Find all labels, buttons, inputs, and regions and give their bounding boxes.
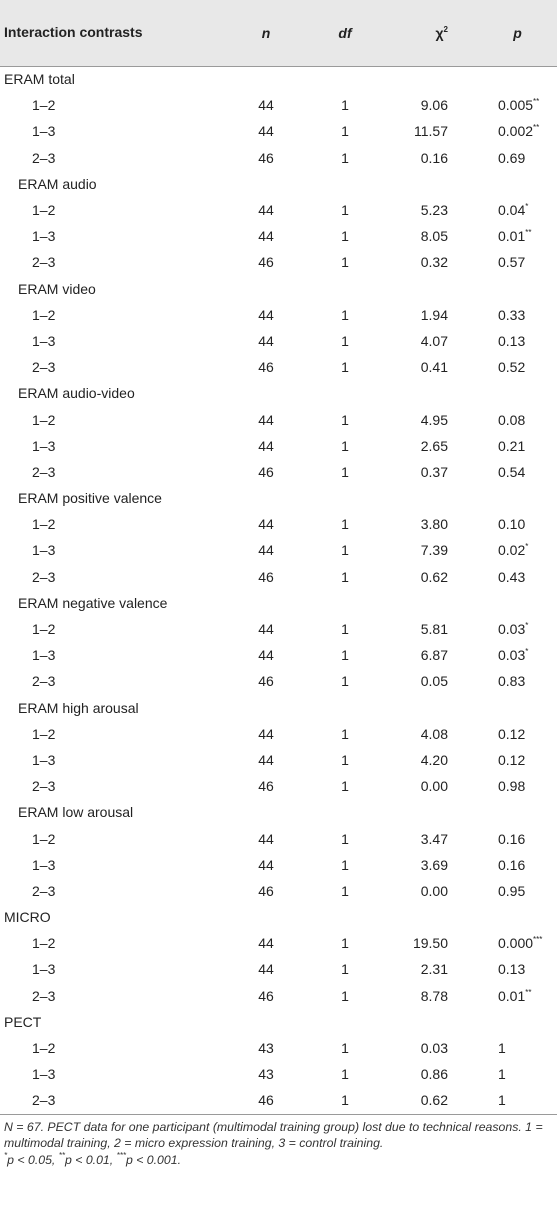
p-cell [468, 983, 557, 1009]
empty-cell [378, 695, 468, 721]
n-cell: 44 [258, 123, 274, 140]
p-value: 0.01 [498, 987, 526, 1004]
p-cell [468, 197, 557, 223]
empty-cell [378, 799, 468, 825]
group-row [0, 904, 557, 930]
contrast-label-cell: 1–3 [32, 751, 56, 768]
contrast-label-cell: 1–2 [32, 411, 56, 428]
empty-cell [378, 380, 468, 406]
chi-square-cell: 4.07 [420, 332, 448, 349]
p-cell [468, 406, 557, 432]
n-cell: 44 [258, 411, 274, 428]
empty-cell [378, 1009, 468, 1035]
significance-mark: ** [525, 987, 532, 997]
p-cell [468, 721, 557, 747]
p-value: 0.12 [498, 725, 526, 742]
n-cell: 44 [258, 830, 274, 847]
empty-cell [312, 276, 378, 302]
empty-cell [220, 1009, 312, 1035]
n-cell: 44 [258, 228, 274, 245]
empty-cell [312, 171, 378, 197]
empty-cell [378, 904, 468, 930]
df-cell: 1 [341, 254, 349, 271]
chi-square-cell: 0.03 [420, 1040, 448, 1057]
chi-superscript: 2 [443, 24, 448, 34]
p-value: 0.95 [498, 882, 526, 899]
contrast-label-cell: 2–3 [32, 149, 56, 166]
df-cell: 1 [341, 673, 349, 690]
empty-cell [468, 904, 557, 930]
table-row [0, 983, 557, 1009]
group-label: PECT [4, 1013, 42, 1030]
chi-square-cell: 19.50 [412, 935, 448, 952]
p-value: 0.03 [498, 621, 526, 638]
df-cell: 1 [341, 202, 349, 219]
p-value: 0.57 [498, 254, 526, 271]
chi-square-cell: 9.06 [420, 97, 448, 114]
group-row [0, 66, 557, 92]
chi-square-cell: 0.00 [420, 882, 448, 899]
table-row [0, 406, 557, 432]
p-cell [468, 302, 557, 328]
df-cell: 1 [341, 542, 349, 559]
p-value: 1 [498, 1040, 506, 1057]
significance-mark: * [525, 621, 529, 631]
p-value: 0.54 [498, 463, 526, 480]
chi-square-cell: 2.31 [420, 961, 448, 978]
note-sig2-text: p < 0.01, [64, 1152, 117, 1167]
df-cell: 1 [341, 359, 349, 376]
empty-cell [220, 799, 312, 825]
table-row [0, 721, 557, 747]
df-cell: 1 [341, 1040, 349, 1057]
df-cell: 1 [341, 935, 349, 952]
subgroup-label: ERAM high arousal [18, 699, 139, 716]
n-cell: 46 [258, 568, 274, 585]
note-sig1-text: p < 0.05, [7, 1152, 59, 1167]
n-cell: 44 [258, 725, 274, 742]
empty-cell [468, 1009, 557, 1035]
subgroup-label: ERAM audio-video [18, 385, 135, 402]
p-cell [468, 825, 557, 851]
df-cell: 1 [341, 778, 349, 795]
empty-cell [220, 904, 312, 930]
contrast-label-cell: 1–2 [32, 516, 56, 533]
table-row [0, 354, 557, 380]
contrast-label-cell: 2–3 [32, 778, 56, 795]
p-value: 1 [498, 1092, 506, 1109]
empty-cell [220, 171, 312, 197]
table-row [0, 328, 557, 354]
empty-cell [468, 380, 557, 406]
empty-cell [220, 590, 312, 616]
n-cell: 44 [258, 647, 274, 664]
n-cell: 46 [258, 778, 274, 795]
table-note [0, 1115, 557, 1169]
p-value: 0.83 [498, 673, 526, 690]
chi-square-cell: 11.57 [414, 123, 448, 140]
p-cell [468, 642, 557, 668]
header-p: p [468, 0, 557, 66]
df-cell: 1 [341, 1066, 349, 1083]
subgroup-row [0, 380, 557, 406]
table-row [0, 642, 557, 668]
df-cell: 1 [341, 149, 349, 166]
empty-cell [220, 695, 312, 721]
table-row [0, 878, 557, 904]
p-cell [468, 328, 557, 354]
empty-cell [312, 799, 378, 825]
n-cell: 46 [258, 463, 274, 480]
empty-cell [378, 276, 468, 302]
chi-square-cell: 0.86 [420, 1066, 448, 1083]
df-cell: 1 [341, 516, 349, 533]
chi-square-cell: 7.39 [420, 542, 448, 559]
p-value: 0.13 [498, 332, 526, 349]
header-n: n [220, 0, 312, 66]
chi-square-cell: 8.05 [420, 228, 448, 245]
p-cell [468, 747, 557, 773]
empty-cell [220, 485, 312, 511]
subgroup-row [0, 695, 557, 721]
chi-square-cell: 3.80 [420, 516, 448, 533]
table-row [0, 302, 557, 328]
p-cell [468, 878, 557, 904]
p-cell [468, 1087, 557, 1113]
contrast-label-cell: 2–3 [32, 463, 56, 480]
df-cell: 1 [341, 306, 349, 323]
table-row [0, 145, 557, 171]
subgroup-label: ERAM low arousal [18, 804, 134, 821]
empty-cell [312, 1009, 378, 1035]
contrast-label-cell: 1–3 [32, 228, 56, 245]
chi-square-cell: 3.47 [420, 830, 448, 847]
p-value: 0.10 [498, 516, 526, 533]
table-row [0, 92, 557, 118]
group-label: ERAM total [4, 71, 75, 88]
n-cell: 46 [258, 987, 274, 1004]
significance-mark: *** [533, 935, 543, 945]
n-cell: 44 [258, 516, 274, 533]
chi-square-cell: 0.00 [420, 778, 448, 795]
chi-square-cell: 0.62 [420, 568, 448, 585]
subgroup-label: ERAM video [18, 280, 96, 297]
df-cell: 1 [341, 751, 349, 768]
contrast-label-cell: 2–3 [32, 987, 56, 1004]
significance-mark: ** [533, 97, 540, 107]
chi-square-cell: 0.37 [420, 463, 448, 480]
table-row [0, 956, 557, 982]
chi-symbol: χ [435, 24, 444, 41]
contrast-label-cell: 2–3 [32, 359, 56, 376]
note-sig3-mark: *** [116, 1150, 126, 1160]
p-cell [468, 564, 557, 590]
p-cell [468, 223, 557, 249]
chi-square-cell: 0.41 [420, 359, 448, 376]
n-cell: 43 [258, 1040, 274, 1057]
subgroup-row [0, 590, 557, 616]
df-cell: 1 [341, 411, 349, 428]
empty-cell [468, 276, 557, 302]
contrast-label-cell: 1–2 [32, 935, 56, 952]
table-row [0, 825, 557, 851]
p-value: 0.33 [498, 306, 526, 323]
significance-mark: ** [533, 123, 540, 133]
df-cell: 1 [341, 332, 349, 349]
p-value: 0.08 [498, 411, 526, 428]
p-cell [468, 773, 557, 799]
n-cell: 46 [258, 1092, 274, 1109]
chi-square-cell: 5.23 [420, 202, 448, 219]
contrast-label-cell: 1–2 [32, 202, 56, 219]
contrast-label-cell: 1–3 [32, 542, 56, 559]
contrast-label-cell: 2–3 [32, 882, 56, 899]
empty-cell [468, 171, 557, 197]
p-cell [468, 1035, 557, 1061]
p-cell [468, 668, 557, 694]
p-value: 0.03 [498, 647, 526, 664]
p-cell [468, 1061, 557, 1087]
empty-cell [378, 485, 468, 511]
p-value: 0.002 [498, 123, 534, 140]
subgroup-row [0, 276, 557, 302]
table-row [0, 668, 557, 694]
p-value: 0.01 [498, 228, 526, 245]
table-header [0, 0, 557, 66]
p-cell [468, 616, 557, 642]
df-cell: 1 [341, 1092, 349, 1109]
n-cell: 44 [258, 542, 274, 559]
header-df: df [312, 0, 378, 66]
p-value: 0.69 [498, 149, 526, 166]
subgroup-row [0, 171, 557, 197]
contrast-label-cell: 2–3 [32, 673, 56, 690]
empty-cell [468, 799, 557, 825]
table-row [0, 1087, 557, 1113]
n-cell: 46 [258, 359, 274, 376]
df-cell: 1 [341, 621, 349, 638]
p-value: 0.98 [498, 778, 526, 795]
subgroup-row [0, 485, 557, 511]
header-row [0, 0, 557, 66]
p-cell [468, 433, 557, 459]
p-cell [468, 956, 557, 982]
empty-cell [312, 485, 378, 511]
table-row [0, 616, 557, 642]
n-cell: 44 [258, 306, 274, 323]
p-value: 0.005 [498, 97, 534, 114]
df-cell: 1 [341, 123, 349, 140]
empty-cell [312, 695, 378, 721]
n-cell: 46 [258, 149, 274, 166]
chi-square-cell: 0.05 [420, 673, 448, 690]
n-cell: 44 [258, 332, 274, 349]
table-row [0, 747, 557, 773]
subgroup-label: ERAM audio [18, 175, 97, 192]
table-row [0, 459, 557, 485]
df-cell: 1 [341, 437, 349, 454]
significance-mark: * [525, 202, 529, 212]
p-value: 1 [498, 1066, 506, 1083]
empty-cell [312, 904, 378, 930]
contrast-label-cell: 1–2 [32, 1040, 56, 1057]
p-cell [468, 249, 557, 275]
n-cell: 44 [258, 437, 274, 454]
table-row [0, 930, 557, 956]
contrast-label-cell: 1–2 [32, 621, 56, 638]
table-row [0, 852, 557, 878]
note-sig3-text: p < 0.001. [125, 1152, 181, 1167]
subgroup-label: ERAM positive valence [18, 490, 162, 507]
empty-cell [312, 590, 378, 616]
empty-cell [220, 276, 312, 302]
table-row [0, 537, 557, 563]
empty-cell [220, 380, 312, 406]
empty-cell [312, 380, 378, 406]
p-value: 0.12 [498, 751, 526, 768]
subgroup-row [0, 799, 557, 825]
df-cell: 1 [341, 856, 349, 873]
chi-square-cell: 3.69 [420, 856, 448, 873]
chi-square-cell: 4.20 [420, 751, 448, 768]
contrast-label-cell: 1–2 [32, 725, 56, 742]
table-body [0, 66, 557, 1114]
p-cell [468, 537, 557, 563]
table-row [0, 1035, 557, 1061]
contrast-label-cell: 1–3 [32, 332, 56, 349]
n-cell: 44 [258, 621, 274, 638]
p-cell [468, 354, 557, 380]
p-cell [468, 118, 557, 144]
empty-cell [378, 66, 468, 92]
contrast-label-cell: 2–3 [32, 1092, 56, 1109]
p-value: 0.16 [498, 856, 526, 873]
header-contrasts: Interaction contrasts [0, 0, 220, 66]
contrast-label-cell: 1–2 [32, 97, 56, 114]
n-cell: 44 [258, 202, 274, 219]
p-cell [468, 852, 557, 878]
df-cell: 1 [341, 830, 349, 847]
p-value: 0.16 [498, 830, 526, 847]
group-label: MICRO [4, 909, 51, 926]
contrast-label-cell: 1–3 [32, 961, 56, 978]
empty-cell [468, 66, 557, 92]
table-row [0, 433, 557, 459]
n-cell: 44 [258, 961, 274, 978]
chi-square-cell: 4.08 [420, 725, 448, 742]
group-row [0, 1009, 557, 1035]
empty-cell [378, 171, 468, 197]
df-cell: 1 [341, 463, 349, 480]
contrast-label-cell: 1–3 [32, 1066, 56, 1083]
contrast-label-cell: 1–2 [32, 306, 56, 323]
df-cell: 1 [341, 647, 349, 664]
chi-square-cell: 4.95 [420, 411, 448, 428]
df-cell: 1 [341, 228, 349, 245]
p-cell [468, 459, 557, 485]
empty-cell [378, 590, 468, 616]
table-row [0, 1061, 557, 1087]
table-row [0, 564, 557, 590]
chi-square-cell: 5.81 [420, 621, 448, 638]
significance-mark: * [525, 542, 529, 552]
n-cell: 43 [258, 1066, 274, 1083]
p-value: 0.13 [498, 961, 526, 978]
table-row [0, 197, 557, 223]
p-value: 0.000 [498, 935, 534, 952]
df-cell: 1 [341, 725, 349, 742]
p-value: 0.04 [498, 202, 526, 219]
empty-cell [468, 485, 557, 511]
empty-cell [220, 66, 312, 92]
table-row [0, 249, 557, 275]
chi-square-cell: 2.65 [420, 437, 448, 454]
p-value: 0.52 [498, 359, 526, 376]
p-cell [468, 930, 557, 956]
table-row [0, 223, 557, 249]
contrast-label-cell: 2–3 [32, 254, 56, 271]
p-cell [468, 511, 557, 537]
df-cell: 1 [341, 97, 349, 114]
contrast-label-cell: 1–3 [32, 647, 56, 664]
p-value: 0.02 [498, 542, 526, 559]
n-cell: 44 [258, 97, 274, 114]
chi-square-cell: 0.16 [420, 149, 448, 166]
significance-mark: * [525, 647, 529, 657]
subgroup-label: ERAM negative valence [18, 594, 168, 611]
n-cell: 44 [258, 856, 274, 873]
contrast-label-cell: 1–2 [32, 830, 56, 847]
contrast-label-cell: 1–3 [32, 123, 56, 140]
n-cell: 46 [258, 882, 274, 899]
contrast-label-cell: 1–3 [32, 856, 56, 873]
significance-mark: ** [525, 228, 532, 238]
df-cell: 1 [341, 987, 349, 1004]
p-cell [468, 92, 557, 118]
chi-square-cell: 0.32 [420, 254, 448, 271]
header-chi-square [378, 0, 468, 66]
df-cell: 1 [341, 882, 349, 899]
table-row [0, 511, 557, 537]
table-row [0, 773, 557, 799]
contrast-label-cell: 1–3 [32, 437, 56, 454]
empty-cell [312, 66, 378, 92]
note-text: N = 67. PECT data for one participant (multimodal training group) lost due to technical reasons. 1 = multimodal training, 2 = micro expression training, 3 = control training. [4, 1119, 543, 1150]
n-cell: 44 [258, 935, 274, 952]
p-cell [468, 145, 557, 171]
df-cell: 1 [341, 961, 349, 978]
chi-square-cell: 6.87 [420, 647, 448, 664]
df-cell: 1 [341, 568, 349, 585]
table-row [0, 118, 557, 144]
p-value: 0.21 [498, 437, 526, 454]
empty-cell [468, 695, 557, 721]
chi-square-cell: 1.94 [420, 306, 448, 323]
contrast-label-cell: 2–3 [32, 568, 56, 585]
n-cell: 46 [258, 254, 274, 271]
note-sig1-mark: * [4, 1150, 8, 1160]
empty-cell [468, 590, 557, 616]
n-cell: 46 [258, 673, 274, 690]
n-cell: 44 [258, 751, 274, 768]
note-sig2-mark: ** [58, 1150, 65, 1160]
chi-square-cell: 8.78 [420, 987, 448, 1004]
chi-square-cell: 0.62 [420, 1092, 448, 1109]
p-value: 0.43 [498, 568, 526, 585]
